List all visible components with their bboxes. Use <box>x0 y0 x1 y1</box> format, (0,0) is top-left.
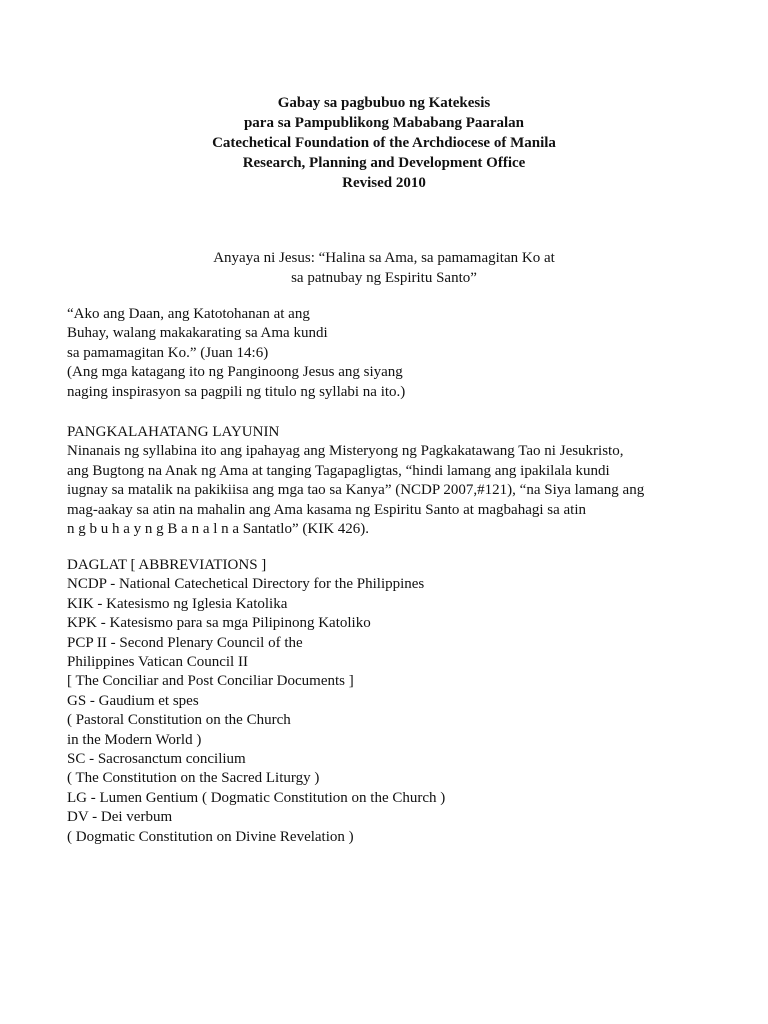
abbreviation-line: Philippines Vatican Council II <box>67 654 248 671</box>
title-line: Gabay sa pagbubuo ng Katekesis <box>277 95 491 111</box>
quote-note-line: naging inspirasyon sa pagpili ng titulo ng syllabi na ito.) <box>67 383 406 400</box>
section-heading: PANGKALAHATANG LAYUNIN <box>67 424 280 440</box>
paragraph-line: n g b u h a y n g B a n a l n a Santatlo” (KIK 426). <box>67 521 370 538</box>
quote-line: “Ako ang Daan, ang Katotohanan at ang <box>67 306 310 322</box>
subtitle-line: para sa Pampublikong Mababang Paaralan <box>243 115 525 131</box>
abbreviations-section <box>67 556 727 847</box>
scripture-quote-block <box>67 305 727 402</box>
abbreviation-line: SC - Sacrosanctum concilium <box>67 751 246 768</box>
general-objective-section <box>67 423 727 539</box>
paragraph-line: ang Bugtong na Anak ng Ama at tanging Tagapagligtas, “hindi lamang ang ipakilala kundi <box>67 462 610 479</box>
abbreviation-line: DV - Dei verbum <box>67 809 173 826</box>
abbreviation-line: GS - Gaudium et spes <box>67 692 199 709</box>
abbreviation-line: PCP II - Second Plenary Council of the <box>67 634 303 651</box>
abbreviation-line: KIK - Katesismo ng Iglesia Katolika <box>67 595 288 612</box>
abbreviation-line: LG - Lumen Gentium ( Dogmatic Constitution on the Church ) <box>67 789 446 806</box>
abbreviation-line: in the Modern World ) <box>67 731 202 748</box>
abbreviation-line: NCDP - National Catechetical Directory for the Philippines <box>67 576 425 593</box>
document-title-block <box>0 93 768 193</box>
quote-note-line: (Ang mga katagang ito ng Panginoong Jesus ang siyang <box>67 364 403 381</box>
abbreviation-line: ( Pastoral Constitution on the Church <box>67 712 291 729</box>
abbreviation-line: ( Dogmatic Constitution on Divine Revelation ) <box>67 828 354 845</box>
abbreviation-line: KPK - Katesismo para sa mga Pilipinong Katoliko <box>67 615 371 632</box>
invitation-line: sa patnubay ng Espiritu Santo” <box>291 270 477 286</box>
invitation-block <box>0 248 768 288</box>
paragraph-line: Ninanais ng syllabina ito ang ipahayag ang Misteryong ng Pagkakatawang Tao ni Jesukristo, <box>67 443 624 460</box>
office-line: Research, Planning and Development Office <box>242 155 526 171</box>
paragraph-line: iugnay sa matalik na pakikiisa ang mga tao sa Kanya” (NCDP 2007,#121), “na Siya lamang ang <box>67 482 645 499</box>
abbreviation-line: ( The Constitution on the Sacred Liturgy ) <box>67 770 320 787</box>
quote-line: sa pamamagitan Ko.” (Juan 14:6) <box>67 344 269 361</box>
quote-line: Buhay, walang makakarating sa Ama kundi <box>67 325 328 342</box>
organization-line: Catechetical Foundation of the Archdiocese of Manila <box>212 135 556 151</box>
invitation-line: Anyaya ni Jesus: “Halina sa Ama, sa pamamagitan Ko at <box>213 250 555 266</box>
revision-line: Revised 2010 <box>342 175 426 191</box>
section-heading: DAGLAT [ ABBREVIATIONS ] <box>67 557 267 573</box>
abbreviation-line: [ The Conciliar and Post Conciliar Documents ] <box>67 673 354 690</box>
paragraph-line: mag-aakay sa atin na mahalin ang Ama kasama ng Espiritu Santo at magbahagi sa atin <box>67 501 587 518</box>
